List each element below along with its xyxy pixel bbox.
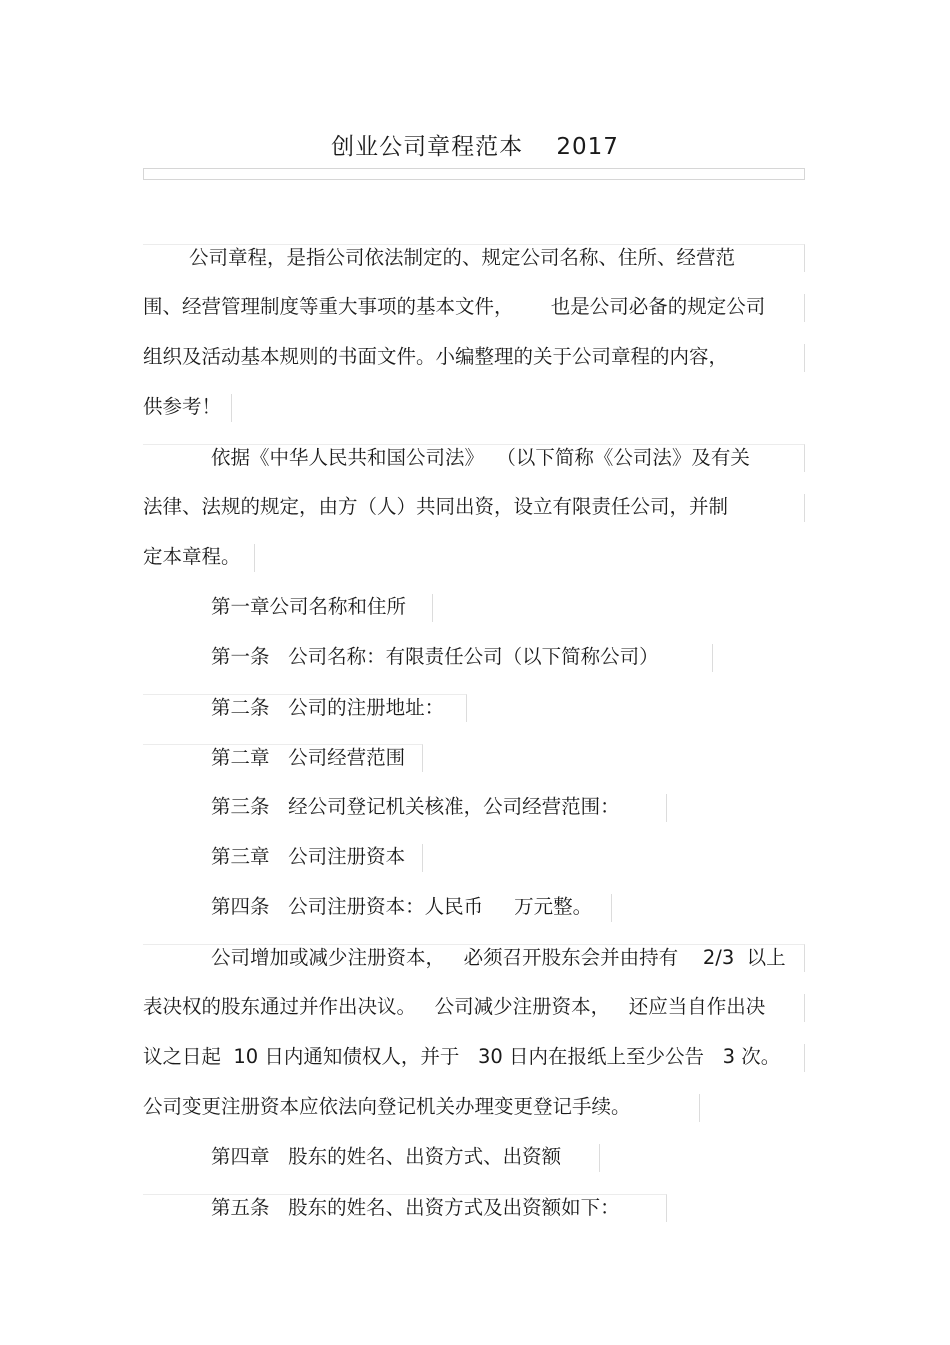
chapter-heading: 第一章公司名称和住所	[143, 594, 433, 622]
paragraph-line: 供参考！	[143, 394, 232, 422]
paragraph-line: 表决权的股东通过并作出决议。 公司减少注册资本， 还应当自作出决	[143, 994, 805, 1022]
chapter-heading: 第二章 公司经营范围	[143, 744, 423, 772]
paragraph-line: 议之日起 10 日内通知债权人，并于 30 日内在报纸上至少公告 3 次。	[143, 1044, 805, 1072]
paragraph-line: 公司章程，是指公司依法制定的、规定公司名称、住所、经营范	[143, 244, 805, 272]
article-line: 第四条 公司注册资本：人民币 万元整。	[143, 894, 612, 922]
article-line: 第五条 股东的姓名、出资方式及出资额如下：	[143, 1194, 667, 1222]
chapter-heading: 第三章 公司注册资本	[143, 844, 423, 872]
paragraph-line: 公司增加或减少注册资本， 必须召开股东会并由持有 2/3 以上	[143, 944, 805, 972]
paragraph-line: 公司变更注册资本应依法向登记机关办理变更登记手续。	[143, 1094, 700, 1122]
article-line: 第三条 经公司登记机关核准，公司经营范围：	[143, 794, 667, 822]
article-line: 第二条 公司的注册地址：	[143, 694, 467, 722]
paragraph-line: 定本章程。	[143, 544, 255, 572]
title-divider	[143, 168, 805, 180]
paragraph-line: 组织及活动基本规则的书面文件。小编整理的关于公司章程的内容，	[143, 344, 805, 372]
paragraph-line: 依据《中华人民共和国公司法》 （以下简称《公司法》及有关	[143, 444, 805, 472]
paragraph-line: 法律、法规的规定，由方（人）共同出资，设立有限责任公司，并制	[143, 494, 805, 522]
paragraph-line: 围、经营管理制度等重大事项的基本文件， 也是公司必备的规定公司	[143, 294, 805, 322]
article-line: 第一条 公司名称：有限责任公司（以下简称公司）	[143, 644, 713, 672]
document-title: 创业公司章程范本 2017	[331, 134, 619, 160]
chapter-heading: 第四章 股东的姓名、出资方式、出资额	[143, 1144, 600, 1172]
